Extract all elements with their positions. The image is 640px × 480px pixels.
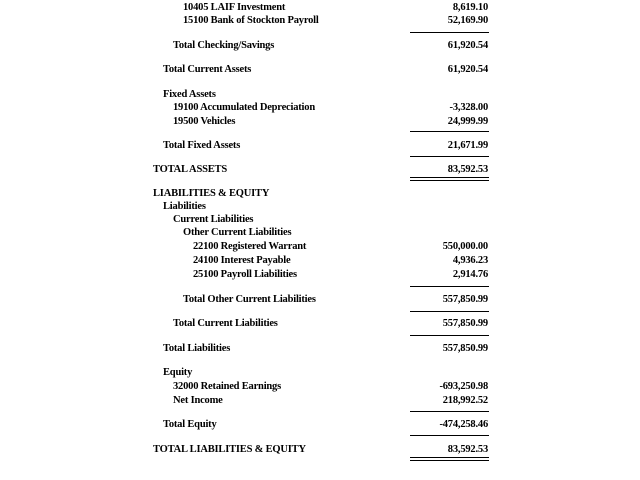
subtotal-rule: [410, 435, 489, 436]
line-amount: 550,000.00: [442, 241, 488, 252]
line-amount: -3,328.00: [449, 102, 488, 113]
subtotal-rule: [410, 411, 489, 412]
line-payroll-liabilities: [0, 268, 640, 282]
line-label: Total Equity: [163, 419, 217, 430]
line-vehicles: [0, 115, 640, 129]
subtotal-rule: [410, 286, 489, 287]
total-double-rule: [410, 457, 489, 461]
line-accumulated-depreciation: [0, 101, 640, 115]
line-total-fixed-assets: [0, 139, 640, 153]
line-total-liabilities-equity: [0, 443, 640, 457]
line-bank-of-stockton-payroll: [0, 14, 640, 28]
section-heading: Current Liabilities: [173, 214, 254, 225]
heading-liabilities: [0, 200, 640, 214]
line-label: 19100 Accumulated Depreciation: [173, 102, 315, 113]
line-amount: 61,920.54: [447, 40, 488, 51]
heading-fixed-assets: [0, 88, 640, 102]
total-double-rule: [410, 177, 489, 181]
line-amount: 218,992.52: [442, 395, 488, 406]
line-amount: -474,258.46: [439, 419, 488, 430]
line-total-current-assets: [0, 63, 640, 77]
line-amount: 24,999.99: [447, 116, 488, 127]
line-label: Total Fixed Assets: [163, 140, 241, 151]
line-total-current-liabilities: [0, 317, 640, 331]
subtotal-rule: [410, 335, 489, 336]
line-amount: 557,850.99: [442, 318, 488, 329]
line-label: 15100 Bank of Stockton Payroll: [183, 15, 319, 26]
line-label: Total Current Liabilities: [173, 318, 278, 329]
line-label: Total Other Current Liabilities: [183, 294, 316, 305]
line-total-liabilities: [0, 342, 640, 356]
line-label: 10405 LAIF Investment: [183, 2, 286, 13]
line-total-assets: [0, 163, 640, 177]
section-heading: LIABILITIES & EQUITY: [153, 188, 270, 199]
heading-current-liabilities: [0, 213, 640, 227]
subtotal-rule: [410, 156, 489, 157]
line-amount: 83,592.53: [447, 444, 488, 455]
line-amount: 2,914.76: [452, 269, 488, 280]
line-amount: -693,250.98: [439, 381, 488, 392]
line-amount: 8,619.10: [452, 2, 488, 13]
line-total-other-current-liabilities: [0, 293, 640, 307]
line-label: Total Current Assets: [163, 64, 252, 75]
line-label: 19500 Vehicles: [173, 116, 236, 127]
line-retained-earnings: [0, 380, 640, 394]
line-label: 24100 Interest Payable: [193, 255, 291, 266]
heading-other-current-liabilities: [0, 226, 640, 240]
line-total-checking-savings: [0, 39, 640, 53]
line-label: 22100 Registered Warrant: [193, 241, 307, 252]
line-amount: 4,936.23: [452, 255, 488, 266]
line-label: Net Income: [173, 395, 223, 406]
line-label: 32000 Retained Earnings: [173, 381, 281, 392]
section-heading: Equity: [163, 367, 193, 378]
line-interest-payable: [0, 254, 640, 268]
heading-liabilities-equity: [0, 187, 640, 201]
line-amount: 557,850.99: [442, 294, 488, 305]
heading-equity: [0, 366, 640, 380]
line-label: TOTAL LIABILITIES & EQUITY: [153, 444, 306, 455]
line-label: Total Checking/Savings: [173, 40, 275, 51]
line-amount: 61,920.54: [447, 64, 488, 75]
section-heading: Fixed Assets: [163, 89, 216, 100]
line-registered-warrant: [0, 240, 640, 254]
subtotal-rule: [410, 311, 489, 312]
subtotal-rule: [410, 131, 489, 132]
line-net-income: [0, 394, 640, 408]
line-label: 25100 Payroll Liabilities: [193, 269, 297, 280]
line-amount: 21,671.99: [447, 140, 488, 151]
subtotal-rule: [410, 32, 489, 33]
line-amount: 83,592.53: [447, 164, 488, 175]
line-total-equity: [0, 418, 640, 432]
line-amount: 52,169.90: [447, 15, 488, 26]
section-heading: Liabilities: [163, 201, 206, 212]
section-heading: Other Current Liabilities: [183, 227, 292, 238]
line-label: TOTAL ASSETS: [153, 164, 227, 175]
line-label: Total Liabilities: [163, 343, 231, 354]
line-laif-investment: [0, 1, 640, 15]
line-amount: 557,850.99: [442, 343, 488, 354]
